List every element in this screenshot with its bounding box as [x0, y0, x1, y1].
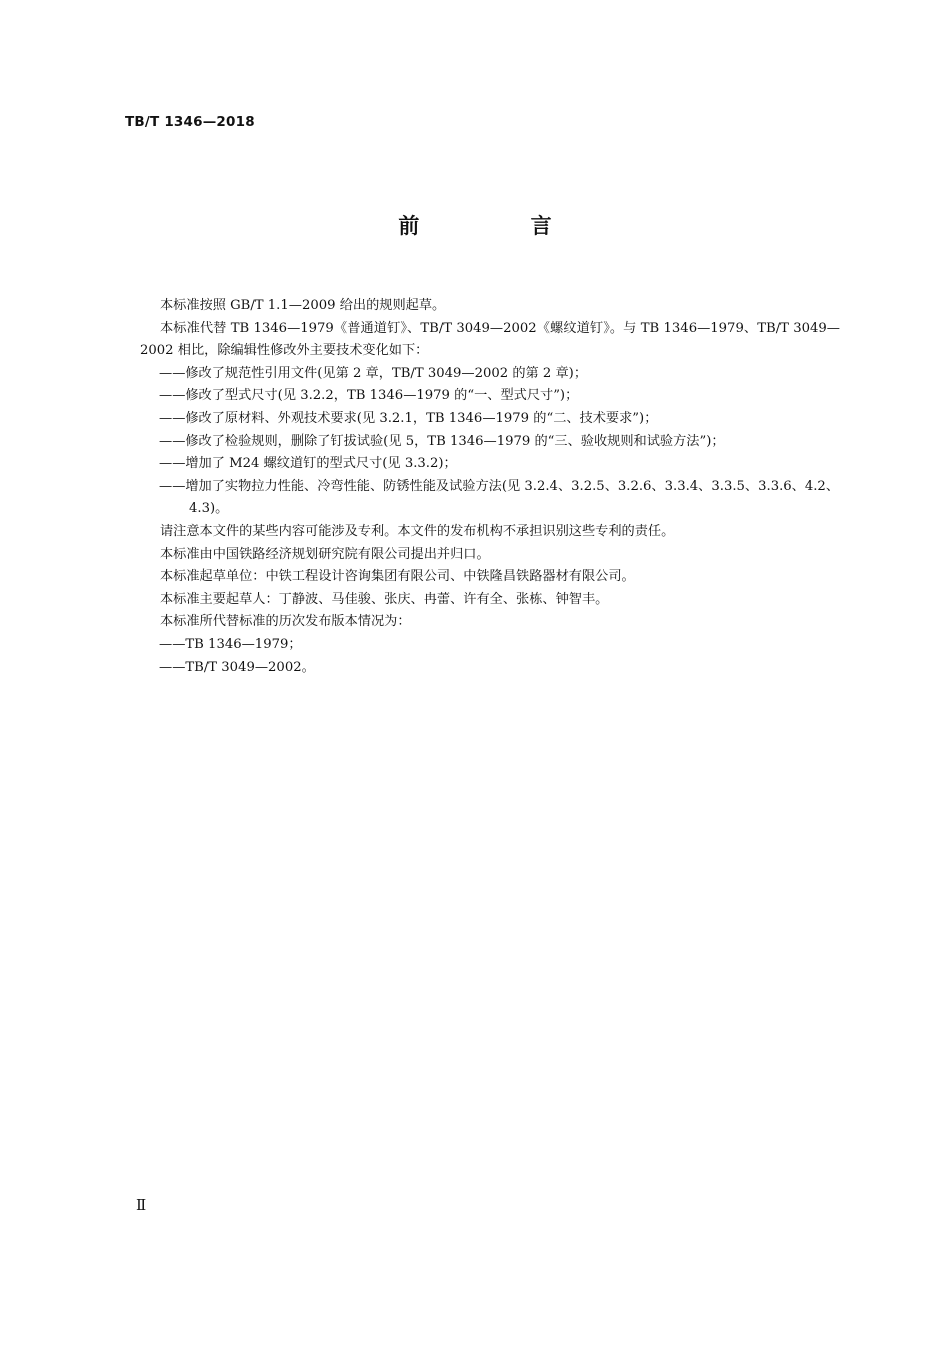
page-title: 前 言	[398, 214, 604, 238]
page-number: Ⅱ	[136, 1196, 147, 1214]
paragraph-history-intro: 本标准所代替标准的历次发布版本情况为：	[160, 614, 411, 630]
history-item: ——TB 1346—1979；	[159, 636, 302, 652]
list-item: ——增加了实物拉力性能、冷弯性能、防锈性能及试验方法(见 3.2.4、3.2.5、3.2.6、3.3.4、3.3.5、3.3.6、4.2、4.3)。	[159, 478, 840, 517]
paragraph-replacement: 本标准代替 TB 1346—1979《普通道钉》、TB/T 3049—2002《螺纹道钉》。与 TB 1346—1979、TB/T 3049—2002 相比，除编辑性修改外主要技术变化如下：	[140, 320, 840, 359]
foreword-body	[140, 295, 840, 679]
list-item: ——修改了型式尺寸(见 3.2.2，TB 1346—1979 的“一、型式尺寸”)；	[159, 388, 579, 404]
paragraph-drafting-units: 本标准起草单位：中铁工程设计咨询集团有限公司、中铁隆昌铁路器材有限公司。	[160, 569, 635, 585]
list-item: ——修改了原材料、外观技术要求(见 3.2.1，TB 1346—1979 的“二、技术要求”)；	[159, 410, 658, 426]
paragraph-patent-notice: 请注意本文件的某些内容可能涉及专利。本文件的发布机构不承担识别这些专利的责任。	[160, 523, 675, 539]
paragraph-drafting-rules: 本标准按照 GB/T 1.1—2009 给出的规则起草。	[160, 298, 446, 313]
paragraph-drafters: 本标准主要起草人：丁静波、马佳骏、张庆、冉蕾、许有全、张栋、钟智丰。	[160, 591, 609, 607]
list-item: ——增加了 M24 螺纹道钉的型式尺寸(见 3.3.2)；	[159, 456, 457, 472]
paragraph-proposer: 本标准由中国铁路经济规划研究院有限公司提出并归口。	[160, 546, 490, 562]
list-item: ——修改了检验规则，删除了钉拔试验(见 5，TB 1346—1979 的“三、验收规则和试验方法”)；	[159, 433, 725, 449]
history-item: ——TB/T 3049—2002。	[159, 659, 315, 675]
standard-code: TB/T 1346—2018	[125, 114, 255, 130]
list-item: ——修改了规范性引用文件(见第 2 章，TB/T 3049—2002 的第 2 章)；	[159, 365, 588, 381]
